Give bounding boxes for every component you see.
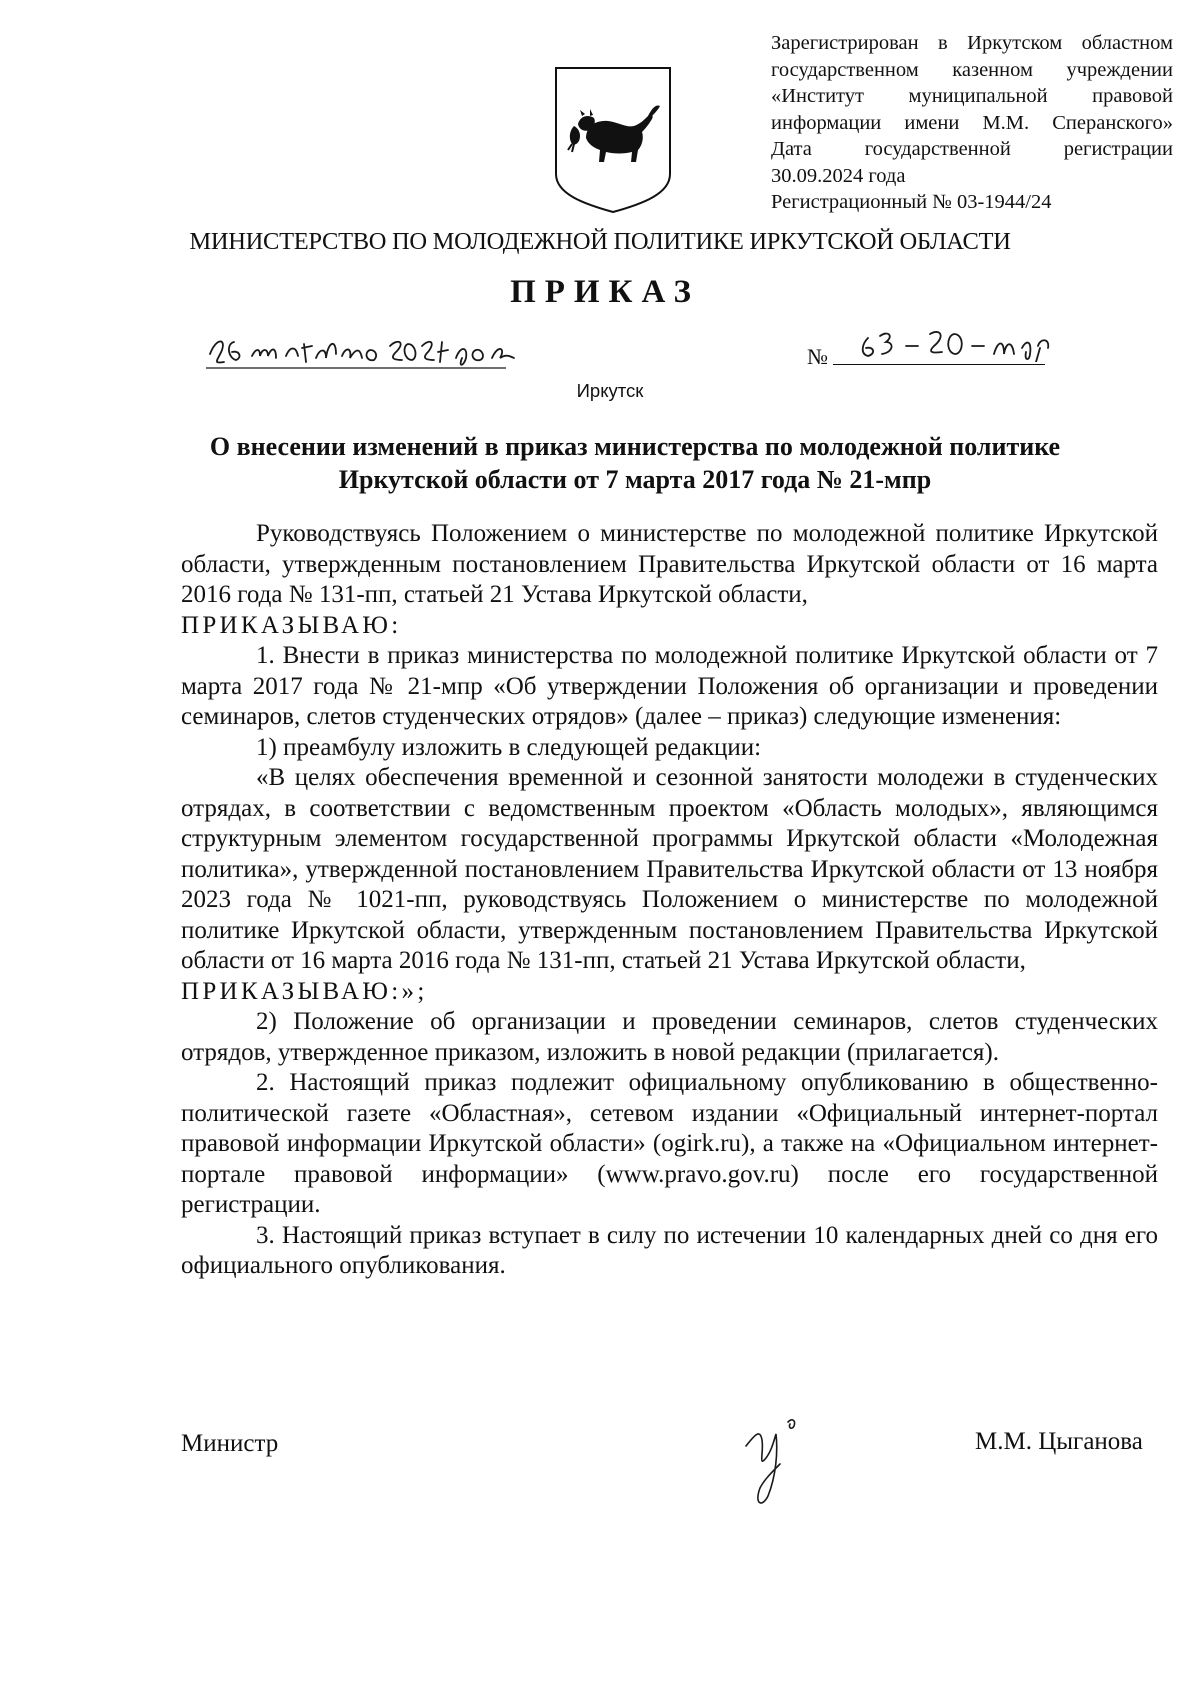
heading-line: Иркутской области от 7 марта 2017 года № 21-мпр bbox=[338, 465, 932, 494]
ministry-name: МИНИСТЕРСТВО ПО МОЛОДЕЖНОЙ ПОЛИТИКЕ ИРКУТСКОЙ ОБЛАСТИ bbox=[189, 228, 1011, 255]
number-underline bbox=[833, 364, 1045, 365]
registration-line: государственном казенном учреждении bbox=[771, 58, 1173, 81]
registration-number: Регистрационный № 03-1944/24 bbox=[771, 191, 1052, 213]
paragraph-item-1: 1. Внести в приказ министерства по молодежной политике Иркутской области от 7 марта 2017 года № 21-мпр «Об утверждении Положения об организации и проведении семинаров, слетов студенческих отрядов» (далее – приказ) следующие изменения: bbox=[181, 642, 1158, 730]
signatory-name: М.М. Цыганова bbox=[975, 1428, 1143, 1455]
paragraph-preamble: Руководствуясь Положением о министерстве по молодежной политике Иркутской области, утвержденным постановлением Правительства Иркутской области от 16 марта 2016 года № 131-пп, статьей 21 Устава Иркутской области, bbox=[181, 520, 1158, 608]
registration-line: информации имени М.М. Сперанского» bbox=[771, 111, 1173, 134]
registration-line: Дата государственной регистрации bbox=[771, 138, 1173, 160]
paragraph-subitem-2: 2) Положение об организации и проведении семинаров, слетов студенческих отрядов, утвержденное приказом, изложить в новой редакции (прилагается). bbox=[181, 1008, 1158, 1066]
paragraph-item-3: 3. Настоящий приказ вступает в силу по истечении 10 календарных дней со дня его официального опубликования. bbox=[181, 1221, 1158, 1279]
coat-of-arms-icon bbox=[552, 64, 674, 214]
paragraph-subitem-1: 1) преамбулу изложить в следующей редакции: bbox=[256, 733, 762, 761]
signatory-position: Министр bbox=[181, 1430, 279, 1457]
document-body bbox=[181, 519, 1158, 1282]
paragraph-new-preamble: «В целях обеспечения временной и сезонной занятости молодежи в студенческих отрядах, в соответствии с ведомственным проектом «Область молодых», являющимся структурным элементом государственной программы Иркутской области «Молодежная политика», утвержденной постановлением Правительства Иркутской области от 13 ноября 2023 года № 1021-пп, руководствуясь Положением о министерстве по молодежной политике Иркутской области, утвержденным постановлением Правительства Иркутской области от 16 марта 2016 года № 131-пп, статьей 21 Устава Иркутской области, bbox=[181, 764, 1158, 974]
heading-line: О внесении изменений в приказ министерства по молодежной политике bbox=[209, 432, 1061, 461]
registration-date: 30.09.2024 года bbox=[771, 164, 906, 187]
city: Иркутск bbox=[576, 380, 644, 401]
handwritten-signature bbox=[732, 1396, 852, 1511]
handwritten-number bbox=[854, 318, 1059, 362]
registration-line: «Институт муниципальной правовой bbox=[771, 85, 1173, 107]
document-heading bbox=[150, 430, 1120, 496]
document-type: ПРИКАЗ bbox=[510, 274, 700, 310]
order-word: ПРИКАЗЫВАЮ: bbox=[181, 611, 402, 639]
number-label: № bbox=[807, 344, 828, 369]
registration-stamp bbox=[771, 30, 1173, 216]
registration-line: Зарегистрирован в Иркутском областном bbox=[771, 32, 1173, 54]
handwritten-date bbox=[206, 328, 526, 370]
order-word: ПРИКАЗЫВАЮ:»; bbox=[181, 977, 428, 1005]
paragraph-item-2: 2. Настоящий приказ подлежит официальному опубликованию в общественно-политической газете «Областная», сетевом издании «Официальный интернет-портал правовой информации Иркутской области» (ogirk.ru), а также на «Официальном интернет-портале правовой информации» (www.pravo.gov.ru) после его государственной регистрации. bbox=[181, 1069, 1158, 1218]
